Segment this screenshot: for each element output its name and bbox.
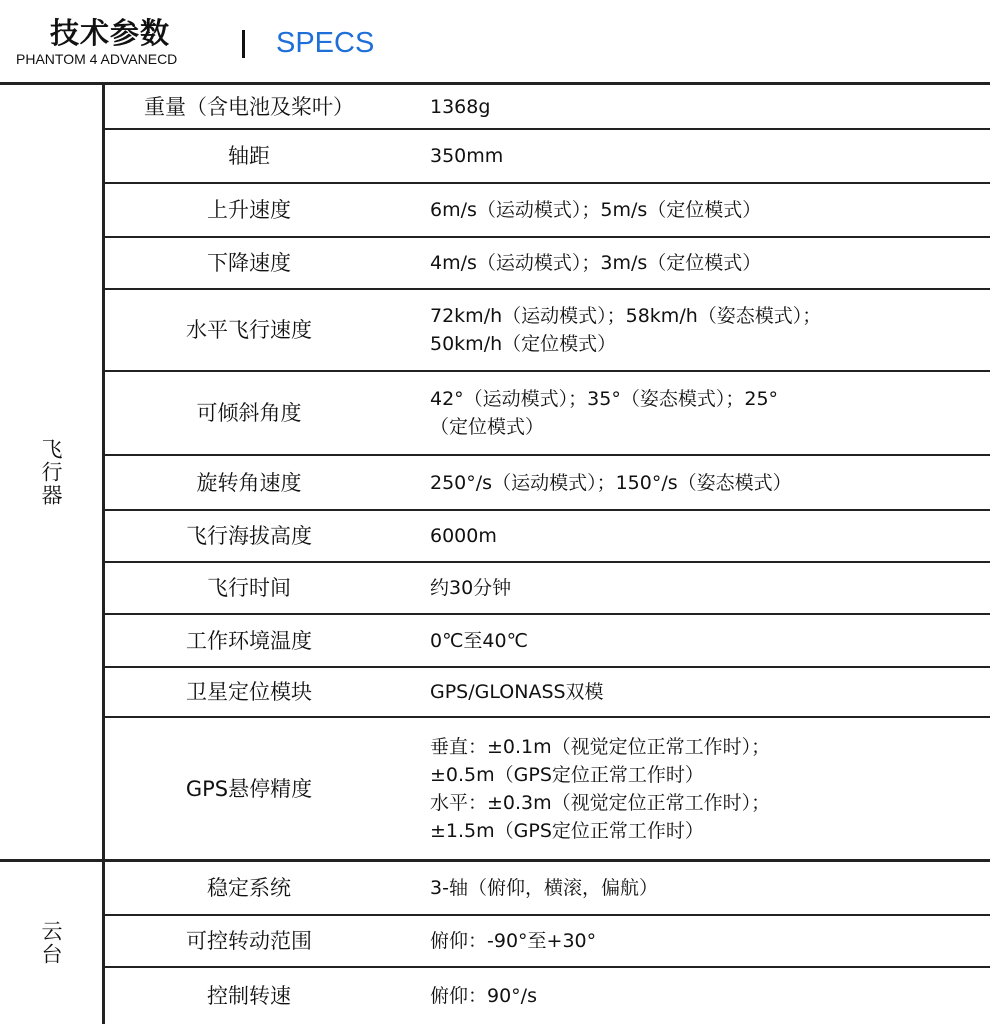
spec-label: 工作环境温度 bbox=[186, 628, 312, 653]
spec-value-line: GPS/GLONASS双模 bbox=[430, 681, 604, 703]
spec-label: 旋转角速度 bbox=[196, 470, 302, 495]
spec-label: 控制转速 bbox=[207, 984, 291, 1008]
spec-value-line: 0℃至40℃ bbox=[430, 629, 528, 652]
spec-value bbox=[393, 249, 990, 277]
spec-row-pitch-range bbox=[105, 916, 990, 968]
spec-row-hover-accuracy bbox=[105, 718, 990, 859]
spec-value bbox=[393, 678, 990, 706]
spec-value-line: ±1.5m（GPS定位正常工作时） bbox=[430, 819, 704, 842]
page-header bbox=[0, 0, 990, 84]
page-title: 技术参数 bbox=[50, 16, 171, 50]
category-label: 云台 bbox=[0, 862, 105, 1024]
spec-value bbox=[393, 93, 990, 121]
spec-label: 可倾斜角度 bbox=[196, 401, 302, 425]
spec-value bbox=[393, 522, 990, 550]
spec-value-line: ±0.5m（GPS定位正常工作时） bbox=[430, 763, 704, 786]
section-aircraft bbox=[0, 82, 990, 859]
spec-value-line: 俯仰：-90°至+30° bbox=[430, 930, 597, 952]
spec-value-line: 42°（运动模式）；35°（姿态模式）；25° bbox=[430, 388, 779, 410]
spec-value-line: （定位模式） bbox=[430, 416, 545, 438]
category-label: 飞行器 bbox=[0, 85, 105, 859]
spec-label: 水平飞行速度 bbox=[186, 318, 312, 342]
spec-rows bbox=[105, 85, 990, 859]
product-name: PHANTOM 4 ADVANECD bbox=[16, 51, 178, 67]
spec-value bbox=[393, 982, 990, 1010]
spec-label: 可控转动范围 bbox=[186, 929, 312, 953]
spec-row-horizontal-speed bbox=[105, 290, 990, 372]
section-gimbal bbox=[0, 859, 990, 1024]
spec-row-temperature bbox=[105, 615, 990, 668]
spec-row-altitude bbox=[105, 511, 990, 563]
spec-value-line: 50km/h（定位模式） bbox=[430, 333, 617, 355]
spec-row-satellite bbox=[105, 668, 990, 718]
spec-value bbox=[393, 874, 990, 902]
spec-value bbox=[393, 385, 990, 441]
title-divider bbox=[242, 30, 245, 58]
spec-row-wheelbase bbox=[105, 130, 990, 184]
spec-value bbox=[393, 574, 990, 602]
spec-row-weight bbox=[105, 85, 990, 130]
spec-value-line: 72km/h（运动模式）；58km/h（姿态模式）； bbox=[430, 305, 822, 327]
spec-value-line: 垂直：±0.1m（视觉定位正常工作时）； bbox=[430, 735, 771, 758]
specs-heading: SPECS bbox=[276, 27, 375, 59]
spec-label: 飞行时间 bbox=[207, 576, 291, 600]
spec-label: 上升速度 bbox=[207, 198, 291, 222]
spec-value bbox=[393, 927, 990, 955]
spec-value-line: 水平：±0.3m（视觉定位正常工作时）； bbox=[430, 791, 771, 814]
spec-row-control-speed bbox=[105, 968, 990, 1024]
spec-value-line: 6000m bbox=[430, 525, 497, 547]
spec-label: 稳定系统 bbox=[207, 876, 291, 900]
spec-value-line: 3-轴（俯仰，横滚，偏航） bbox=[430, 877, 658, 899]
spec-value-line: 约30分钟 bbox=[430, 577, 512, 599]
spec-label: GPS悬停精度 bbox=[185, 776, 313, 801]
spec-label: 飞行海拔高度 bbox=[186, 524, 312, 548]
spec-value bbox=[393, 142, 990, 170]
spec-value bbox=[393, 469, 990, 497]
spec-value bbox=[393, 627, 990, 655]
spec-label: 卫星定位模块 bbox=[186, 680, 312, 704]
specs-table bbox=[0, 82, 990, 1024]
spec-value bbox=[393, 733, 990, 845]
spec-row-tilt-angle bbox=[105, 372, 990, 456]
spec-value-line: 6m/s（运动模式）；5m/s（定位模式） bbox=[430, 199, 762, 221]
spec-value-line: 350mm bbox=[430, 145, 504, 167]
spec-value-line: 1368g bbox=[430, 95, 491, 118]
spec-row-ascent-speed bbox=[105, 184, 990, 238]
spec-value-line: 俯仰：90°/s bbox=[430, 985, 537, 1007]
spec-row-stabilization bbox=[105, 862, 990, 916]
spec-label: 重量（含电池及桨叶） bbox=[144, 94, 354, 119]
spec-row-flight-time bbox=[105, 563, 990, 615]
spec-label: 轴距 bbox=[228, 144, 270, 168]
spec-value-line: 250°/s（运动模式）；150°/s（姿态模式） bbox=[430, 471, 792, 494]
spec-value bbox=[393, 302, 990, 358]
spec-row-descent-speed bbox=[105, 238, 990, 290]
spec-label: 下降速度 bbox=[207, 251, 291, 275]
spec-value bbox=[393, 196, 990, 224]
spec-row-angular-speed bbox=[105, 456, 990, 511]
spec-value-line: 4m/s（运动模式）；3m/s（定位模式） bbox=[430, 252, 762, 274]
